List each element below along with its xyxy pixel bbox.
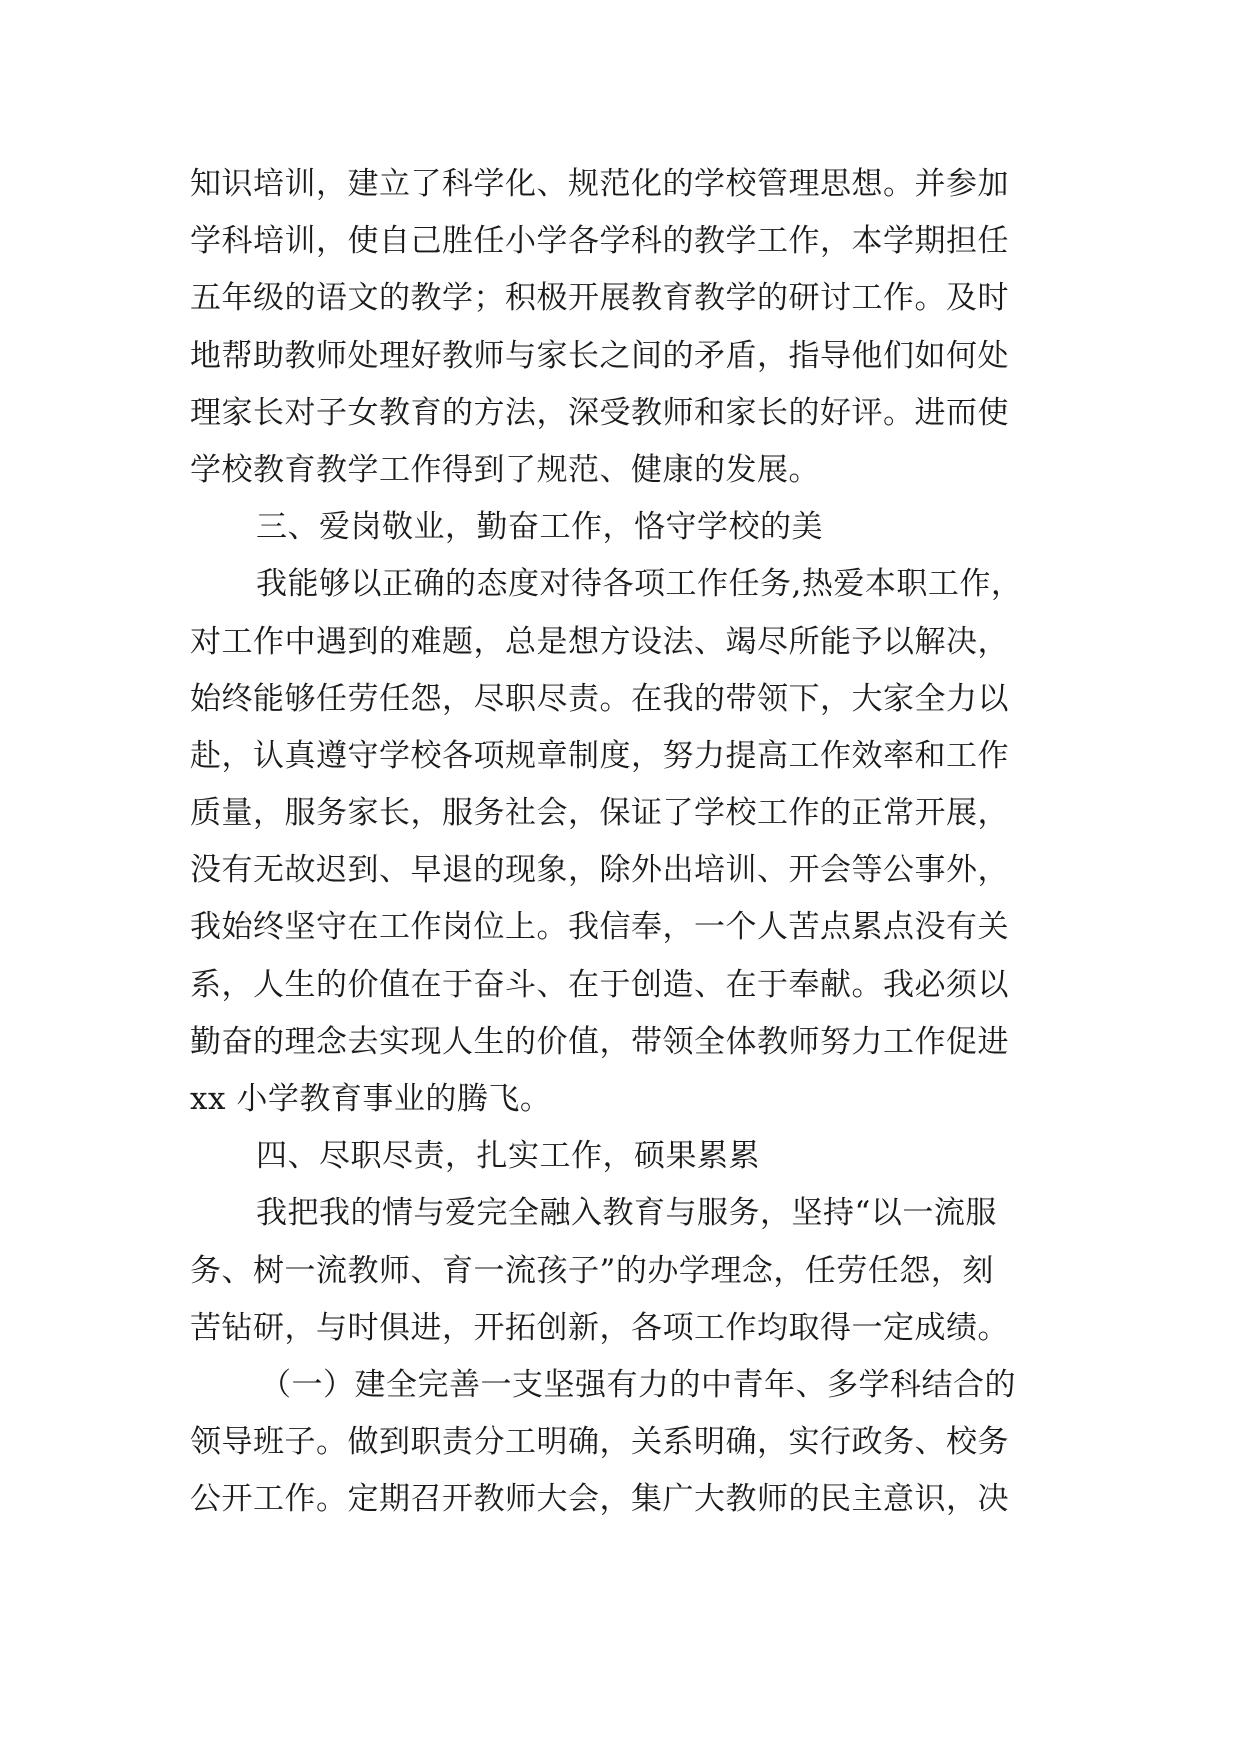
- text-line: 系，人生的价值在于奋斗、在于创造、在于奉献。我必须以: [190, 966, 1009, 1003]
- text-line: 始终能够任劳任怨，尽职尽责。在我的带领下，大家全力以: [190, 680, 1009, 717]
- text-line: 质量，服务家长，服务社会，保证了学校工作的正常开展，: [190, 795, 1009, 832]
- document-body: [190, 156, 1060, 1529]
- text-line: 我能够以正确的态度对待各项工作任务,热爱本职工作，: [256, 566, 1023, 603]
- section-heading: 三、爱岗敬业，勤奋工作，恪守学校的美: [256, 509, 823, 546]
- text-line: xx 小学教育事业的腾飞。: [190, 1081, 552, 1117]
- text-line: 公开工作。定期召开教师大会，集广大教师的民主意识，决: [190, 1481, 1009, 1518]
- text-line: 知识培训，建立了科学化、规范化的学校管理思想。并参加: [190, 166, 1009, 202]
- text-line: 地帮助教师处理好教师与家长之间的矛盾，指导他们如何处: [190, 337, 1009, 374]
- text-line: 苦钻研，与时俱进，开拓创新，各项工作均取得一定成绩。: [190, 1309, 1009, 1346]
- section-heading: 四、尽职尽责，扎实工作，硕果累累: [256, 1138, 760, 1175]
- text-line: 没有无故迟到、早退的现象，除外出培训、开会等公事外，: [190, 852, 1009, 889]
- text-line: 务、树一流教师、育一流孩子”的办学理念，任劳任怨，刻: [190, 1252, 994, 1289]
- text-line: 对工作中遇到的难题，总是想方设法、竭尽所能予以解决，: [190, 623, 1009, 660]
- text-line: 五年级的语文的教学；积极开展教育教学的研讨工作。及时: [190, 280, 1009, 317]
- text-line: 学科培训，使自己胜任小学各学科的教学工作，本学期担任: [190, 223, 1009, 260]
- text-line: 勤奋的理念去实现人生的价值，带领全体教师努力工作促进: [190, 1023, 1009, 1060]
- text-line: 理家长对子女教育的方法，深受教师和家长的好评。进而使: [190, 394, 1009, 431]
- text-line: 我始终坚守在工作岗位上。我信奉，一个人苦点累点没有关: [190, 909, 1009, 946]
- text-line: 赴，认真遵守学校各项规章制度，努力提高工作效率和工作: [190, 737, 1009, 774]
- text-line: 领导班子。做到职责分工明确，关系明确，实行政务、校务: [190, 1424, 1009, 1461]
- subsection-line: （一）建全完善一支坚强有力的中青年、多学科结合的: [260, 1366, 1016, 1403]
- text-line: 我把我的情与爱完全融入教育与服务，坚持“以一流服: [256, 1195, 997, 1232]
- text-line: 学校教育教学工作得到了规范、健康的发展。: [190, 451, 820, 488]
